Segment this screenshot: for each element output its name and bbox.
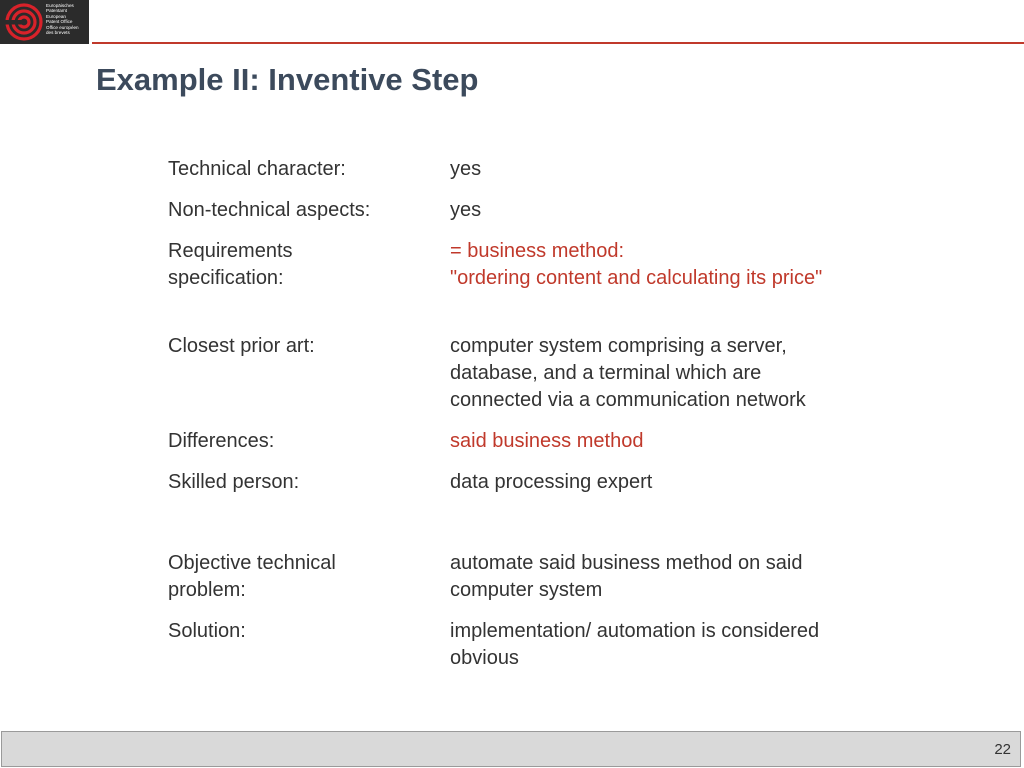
criteria-table (168, 156, 898, 672)
criteria-row-objective-technical-problem (168, 550, 898, 604)
criteria-row-non-technical-aspects (168, 197, 898, 224)
epo-logo-icon (2, 2, 44, 42)
logo-line: Europäisches (46, 3, 74, 8)
criteria-value-highlighted (450, 428, 898, 455)
criteria-label (168, 550, 450, 604)
slide-title: Example II: Inventive Step (96, 62, 479, 97)
criteria-label (168, 469, 450, 496)
value-line: automate said business method on said (450, 552, 803, 574)
criteria-label (168, 238, 450, 292)
footer-bar (1, 731, 1021, 767)
value-line: said business method (450, 430, 644, 452)
logo-line: European (46, 13, 66, 19)
header-rule (92, 42, 1024, 44)
logo-line: Patentamt (46, 8, 67, 14)
label-line: Differences: (168, 430, 275, 452)
criteria-label (168, 618, 450, 672)
logo-line: Office européen (46, 24, 79, 30)
epo-logo (0, 0, 89, 44)
logo-text (46, 3, 88, 35)
value-line: database, and a terminal which are (450, 362, 762, 384)
logo-line: des brevets (46, 30, 70, 36)
page-number: 22 (994, 741, 1011, 758)
criteria-row-closest-prior-art (168, 333, 898, 414)
value-line: obvious (450, 647, 519, 669)
criteria-row-requirements-specification (168, 238, 898, 292)
label-line: Solution: (168, 620, 246, 642)
criteria-label (168, 333, 450, 414)
value-line: yes (450, 199, 482, 221)
criteria-row-differences (168, 428, 898, 455)
criteria-row-technical-character (168, 156, 898, 183)
label-line: Technical character: (168, 158, 346, 180)
criteria-value (450, 618, 898, 672)
value-line: data processing expert (450, 471, 653, 493)
criteria-value (450, 333, 898, 414)
criteria-value-highlighted (450, 238, 898, 292)
criteria-row-skilled-person (168, 469, 898, 496)
label-line: Non-technical aspects: (168, 199, 371, 221)
value-line: = business method: (450, 240, 624, 262)
criteria-label (168, 428, 450, 455)
value-line: "ordering content and calculating its price" (450, 267, 823, 289)
label-line: Objective technical (168, 552, 336, 574)
label-line: Closest prior art: (168, 335, 315, 357)
criteria-value (450, 469, 898, 496)
criteria-value (450, 550, 898, 604)
value-line: computer system comprising a server, (450, 335, 787, 357)
label-line: problem: (168, 579, 246, 601)
label-line: specification: (168, 267, 284, 289)
criteria-label (168, 156, 450, 183)
label-line: Requirements (168, 240, 293, 262)
value-line: computer system (450, 579, 603, 601)
label-line: Skilled person: (168, 471, 300, 493)
value-line: implementation/ automation is considered (450, 620, 820, 642)
criteria-value (450, 197, 898, 224)
criteria-label (168, 197, 450, 224)
criteria-value (450, 156, 898, 183)
value-line: yes (450, 158, 482, 180)
criteria-row-solution (168, 618, 898, 672)
logo-line: Patent Office (46, 19, 73, 25)
value-line: connected via a communication network (450, 389, 806, 411)
